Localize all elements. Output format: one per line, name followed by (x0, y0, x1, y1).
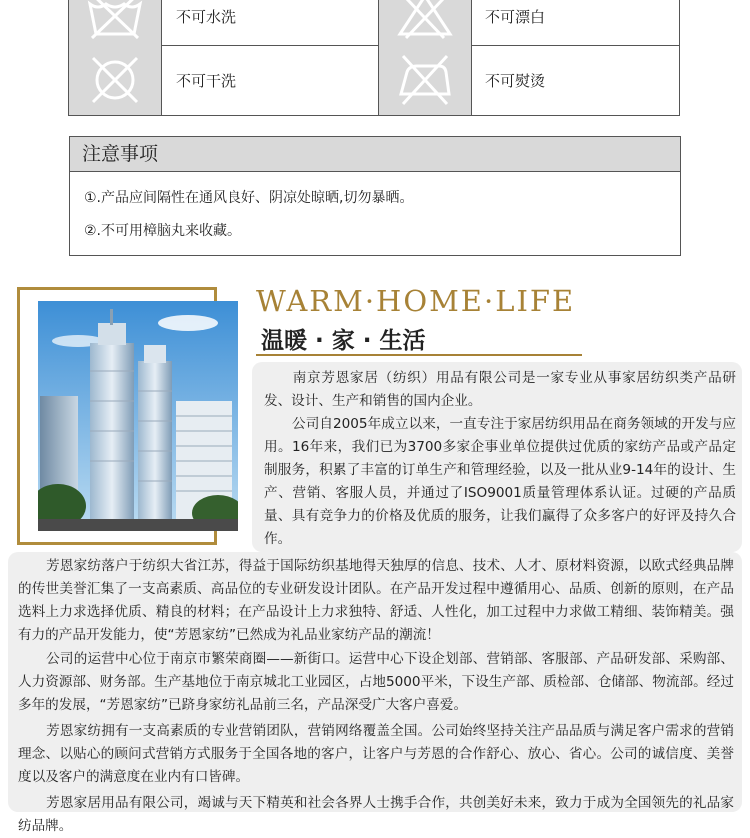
care-instructions-table (68, 0, 680, 116)
body-paragraph: 芳恩家纺拥有一支高素质的专业营销团队，营销网络覆盖全国。公司始终坚持关注产品品质与满足客户需求的营销理念、以贴心的顾问式营销方式服务于全国各地的客户，让客户与芳恩的合作舒心、放心、省心。公司的诚信度、美誉度以及客户的满意度在业内有口皆碑。 (18, 723, 734, 785)
care-icon-cell (378, 0, 472, 45)
note-item: ①.产品应间隔性在通风良好、阴凉处晾晒,切勿暴晒。 (84, 190, 414, 206)
body-paragraph: 公司的运营中心位于南京市繁荣商圈——新街口。运营中心下设企划部、营销部、客服部、产品研发部、采购部、人力资源部、财务部。生产基地位于南京城北工业园区，占地5000平米，下设生产部、质检部、仓储部、物流部。经过多年的发展，“芳恩家纺”已跻身家纺礼品前三名，产品深受广大客户喜爱。 (18, 651, 734, 713)
brand-slogan-zh: 温暖 · 家 · 生活 (261, 328, 426, 354)
care-label-no-dry-clean: 不可干洗 (176, 71, 237, 90)
note-item: ②.不可用樟脑丸来收藏。 (84, 223, 242, 239)
notes-box (69, 136, 681, 256)
no-dry-clean-icon (85, 50, 145, 110)
no-iron-icon (393, 50, 457, 110)
care-label-no-wash: 不可水洗 (176, 7, 237, 26)
building-photo (38, 301, 238, 531)
intro-paragraph: 南京芳恩家居（纺织）用品有限公司是一家专业从事家居纺织类产品研发、设计、生产和销售的国内企业。 (264, 370, 736, 409)
care-row (69, 0, 679, 46)
intro-paragraph: 公司自2005年成立以来，一直专注于家居纺织用品在商务领域的开发与应用。16年来，我们已为3700多家企事业单位提供过优质的家纺产品或产品定制服务，积累了丰富的订单生产和管理经验，以及一批从业9-14年的设计、生产、营销、客服人员，并通过了ISO9001质量管理体系认证。过硬的产品质量、具有竞争力的价格及优质的服务，让我们赢得了众多客户的好评及持久合作。 (264, 416, 736, 547)
care-icon-cell (69, 0, 162, 45)
care-icon-cell (69, 45, 162, 115)
body-paragraph: 芳恩家居用品有限公司，竭诚与天下精英和社会各界人士携手合作，共创美好未来，致力于成为全国领先的礼品家纺品牌。 (18, 795, 734, 834)
care-label-no-iron: 不可熨烫 (485, 71, 546, 90)
body-paragraph: 芳恩家纺落户于纺织大省江苏，得益于国际纺织基地得天独厚的信息、技术、人才、原材料资源，以欧式经典品牌的传世美誉汇集了一支高素质、高品位的专业研发设计团队。在产品开发过程中遵循用心、品质、创新的原则，在产品选料上力求选择优质、精良的材料；在产品设计上力求独特、舒适、人性化，加工过程中力求做工精细、装饰精美。强有力的产品开发能力，使“芳恩家纺”已然成为礼品业家纺产品的潮流！ (18, 558, 734, 643)
no-bleach-icon (394, 0, 456, 42)
care-icon-cell (378, 45, 472, 115)
brand-slogan-en: WARM·HOME·LIFE (256, 284, 576, 318)
care-row (69, 45, 679, 115)
divider (256, 354, 582, 356)
care-label-no-bleach: 不可漂白 (485, 7, 546, 26)
no-wash-icon (84, 0, 146, 42)
notes-title: 注意事项 (70, 137, 680, 172)
